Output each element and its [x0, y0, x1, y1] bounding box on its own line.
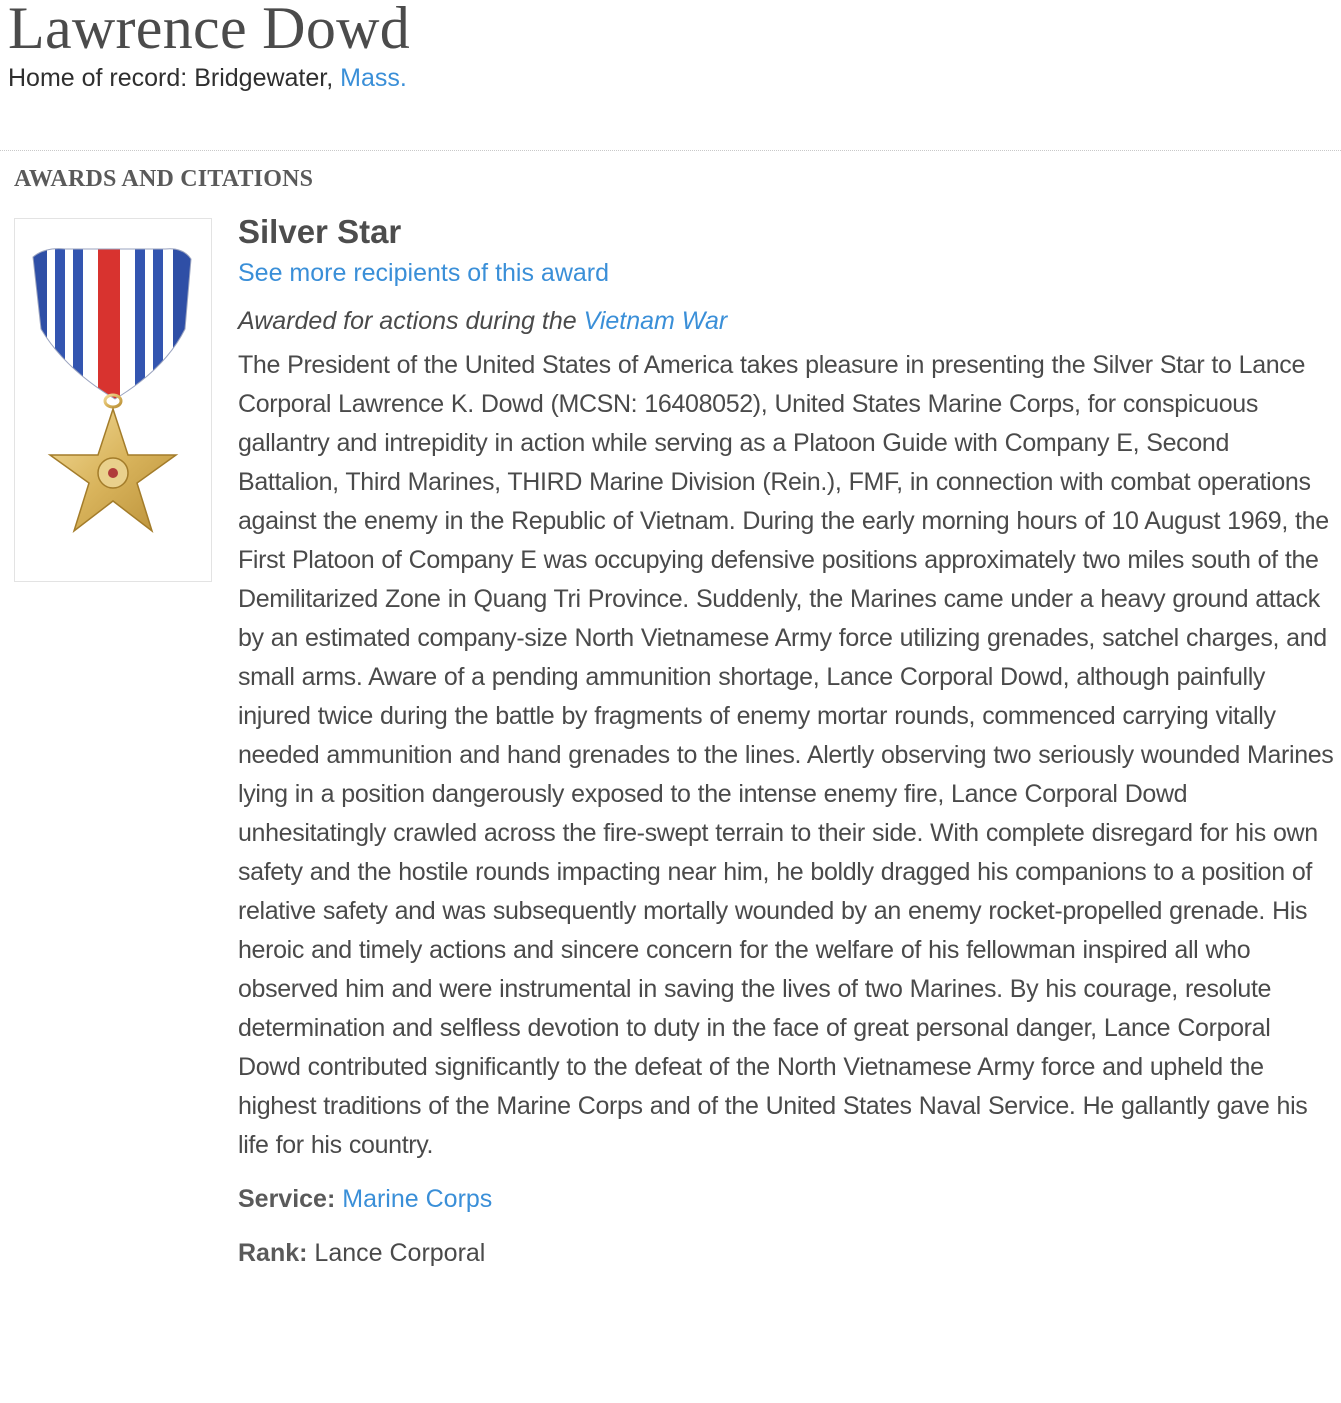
person-name: Lawrence Dowd: [8, 0, 411, 61]
vietnam-war-link[interactable]: Vietnam War: [583, 307, 728, 335]
service-field: [238, 1179, 1334, 1219]
award-entry: [238, 212, 1334, 1273]
section-heading: AWARDS AND CITATIONS: [14, 166, 314, 192]
awarded-for-prefix: Awarded for actions during the: [238, 307, 577, 335]
awarded-for: [238, 305, 1334, 337]
citation-text: The President of the United States of America takes pleasure in presenting the Silver Star to Lance Corporal Lawrence K. Dowd (MCSN: 16408052), United States Marine Corps, for conspicuous gallantry and intrepidity in action while serving as a Platoon Guide with Company E, Second Battalion, Third Marines, THIRD Marine Division (Rein.), FMF, in connection with combat operations against the enemy in the Republic of Vietnam. During the early morning hours of 10 August 1969, the First Platoon of Company E was occupying defensive positions approximately two miles south of the Demilitarized Zone in Quang Tri Province. Suddenly, the Marines came under a heavy ground attack by an estimated company-size North Vietnamese Army force utilizing grenades, satchel charges, and small arms. Aware of a pending ammunition shortage, Lance Corporal Dowd, although painfully injured twice during the battle by fragments of enemy mortar rounds, commenced carrying vitally needed ammunition and hand grenades to the lines. Alertly observing two seriously wounded Marines lying in a position dangerously exposed to the intense enemy fire, Lance Corporal Dowd unhesitatingly crawled across the fire-swept terrain to their side. With complete disregard for his own safety and the hostile rounds impacting near him, he boldly dragged his companions to a position of relative safety and was subsequently mortally wounded by an enemy rocket-propelled grenade. His heroic and timely actions and sincere concern for the welfare of his fellowman inspired all who observed him and were instrumental in saving the lives of two Marines. By his courage, resolute determination and selfless devotion to duty in the face of great personal danger, Lance Corporal Dowd contributed significantly to the defeat of the North Vietnamese Army force and upheld the highest traditions of the Marine Corps and of the United States Naval Service. He gallantly gave his life for his country.: [238, 351, 1334, 1159]
section-divider: [0, 150, 1341, 151]
home-of-record: [8, 64, 407, 93]
home-state-link[interactable]: Mass.: [340, 64, 407, 92]
more-recipients-link[interactable]: See more recipients of this award: [238, 259, 610, 287]
service-label: Service:: [238, 1185, 336, 1213]
home-of-record-label: Home of record:: [8, 64, 188, 92]
rank-value: Lance Corporal: [314, 1239, 486, 1267]
award-title: Silver Star: [238, 213, 402, 250]
rank-field: [238, 1233, 1334, 1273]
medal-image: [14, 218, 212, 582]
service-link[interactable]: Marine Corps: [342, 1185, 493, 1213]
silver-star-medal-icon: [15, 219, 211, 581]
home-city: Bridgewater,: [194, 64, 334, 92]
rank-label: Rank:: [238, 1239, 308, 1267]
